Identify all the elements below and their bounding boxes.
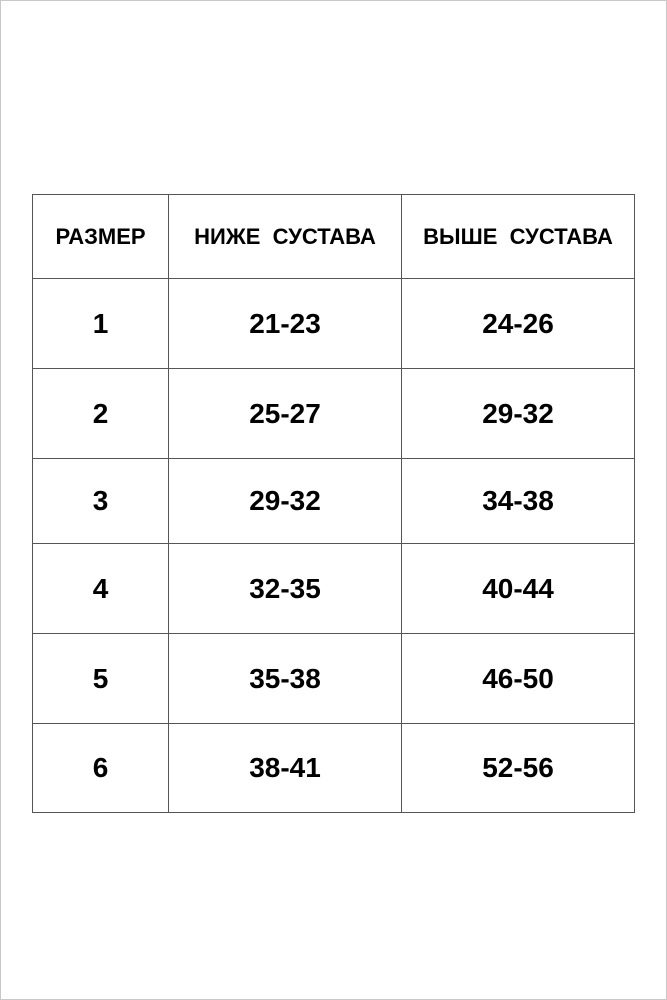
table-row xyxy=(33,279,635,369)
size-chart-table xyxy=(32,194,635,813)
cell-size: 6 xyxy=(33,724,169,813)
cell-above-joint: 24-26 xyxy=(402,279,635,369)
cell-below-joint: 25-27 xyxy=(169,369,402,459)
header-above-joint: ВЫШЕ СУСТАВА xyxy=(402,195,635,279)
cell-below-joint: 29-32 xyxy=(169,459,402,544)
cell-above-joint: 34-38 xyxy=(402,459,635,544)
cell-below-joint: 35-38 xyxy=(169,634,402,724)
cell-below-joint: 38-41 xyxy=(169,724,402,813)
cell-above-joint: 40-44 xyxy=(402,544,635,634)
cell-size: 2 xyxy=(33,369,169,459)
cell-size: 4 xyxy=(33,544,169,634)
header-size: РАЗМЕР xyxy=(33,195,169,279)
cell-below-joint: 21-23 xyxy=(169,279,402,369)
cell-size: 5 xyxy=(33,634,169,724)
table-row xyxy=(33,634,635,724)
cell-above-joint: 29-32 xyxy=(402,369,635,459)
table-row xyxy=(33,459,635,544)
cell-below-joint: 32-35 xyxy=(169,544,402,634)
header-below-joint: НИЖЕ СУСТАВА xyxy=(169,195,402,279)
table-row xyxy=(33,544,635,634)
cell-above-joint: 46-50 xyxy=(402,634,635,724)
table-row xyxy=(33,369,635,459)
cell-above-joint: 52-56 xyxy=(402,724,635,813)
cell-size: 3 xyxy=(33,459,169,544)
table-row xyxy=(33,724,635,813)
cell-size: 1 xyxy=(33,279,169,369)
table-header-row xyxy=(33,195,635,279)
